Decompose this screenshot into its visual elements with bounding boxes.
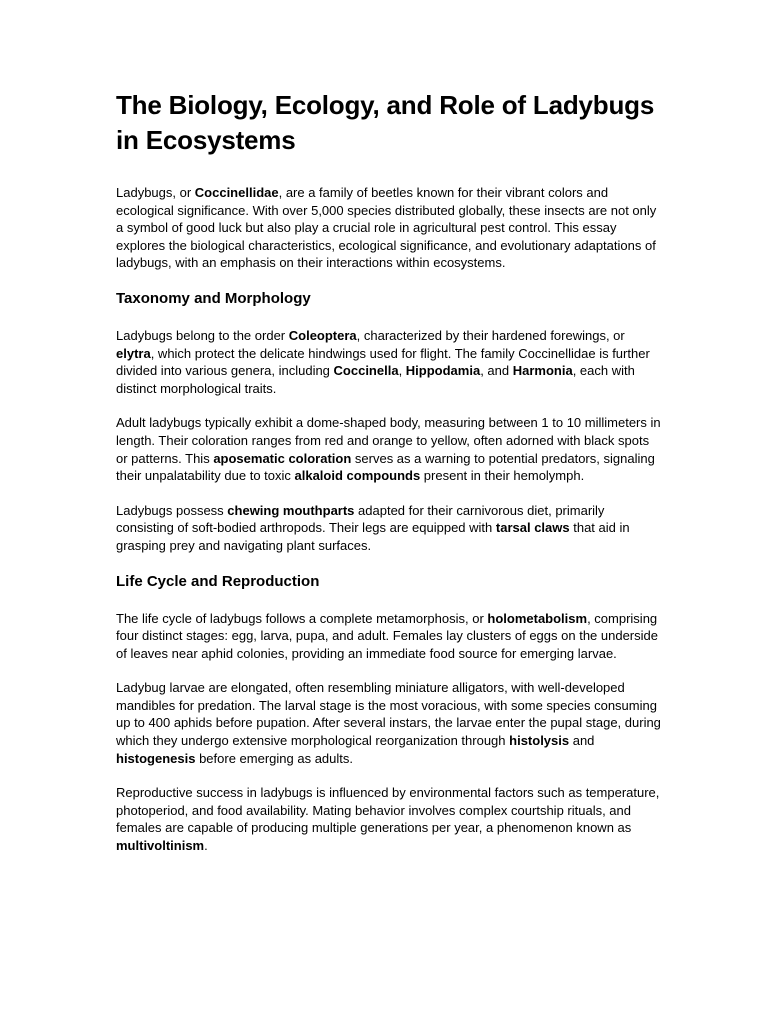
text-run: Ladybug larvae are elongated, often resembling miniature alligators, with well-developed mandibles for predation. The larval stage is the most voracious, with some species consuming up to 400 aphids before pupation. After several instars, the larvae enter the pupal stage, during which they undergo extensive morphological reorganization through [116,680,661,749]
bold-term: Coccinella [333,363,399,379]
text-run: Ladybugs possess [116,502,228,518]
text-run: , comprising four distinct stages: egg, larva, pupa, and adult. Females lay clusters of eggs on the underside of leaves near aphid colonies, providing an immediate food source for emerging larvae. [116,610,658,661]
paragraph [116,327,664,397]
bold-term: Harmonia [512,363,573,379]
section-taxonomy [116,289,664,555]
bold-term: Coleoptera [288,327,357,343]
paragraph [116,502,664,555]
bold-term: elytra [116,345,151,361]
bold-term: Hippodamia [405,363,481,379]
text-run: The life cycle of ladybugs follows a complete metamorphosis, or [116,610,488,626]
bold-term: alkaloid compounds [294,468,421,484]
text-run: Ladybugs belong to the order [116,327,289,343]
text-run: present in their hemolymph. [420,468,585,484]
text-run: Reproductive success in ladybugs is influenced by environmental factors such as temperature, photoperiod, and food availability. Mating behavior involves complex courtship rituals, and females are capable of producing multiple generations per year, a phenomenon known as [116,785,660,836]
bold-term: Coccinellidae [194,185,279,200]
section-heading: Life Cycle and Reproduction [116,572,320,590]
bold-term: aposematic coloration [213,450,352,466]
paragraph [116,414,664,484]
text-run: and [569,733,595,749]
text-run: before emerging as adults. [195,750,354,766]
text-run: serves as a warning to potential predators, signaling their unpalatability due to toxic [116,450,655,484]
text-run: , which protect the delicate hindwings used for flight. The family Coccinellidae is further divided into various genera, including [116,345,650,379]
paragraph [116,610,664,663]
bold-term: chewing mouthparts [227,502,355,518]
text-run: , each with distinct morphological traits. [116,363,635,396]
bold-term: multivoltinism [116,838,205,854]
bold-term: tarsal claws [495,520,570,536]
text-run: , are a family of beetles known for their vibrant colors and ecological significance. With over 5,000 species distributed globally, these insects are not only a symbol of good luck but also play a crucial role in agricultural pest control. This essay explores the biological characteristics, ecological significance, and evolutionary adaptations of ladybugs, with an emphasis on their interactions within ecosystems. [116,185,657,271]
text-run: , characterized by their hardened forewings, or [356,327,625,343]
section-heading: Taxonomy and Morphology [116,289,311,307]
bold-term: histogenesis [116,750,196,766]
text-run: . [204,838,208,854]
paragraph [116,784,664,854]
text-run: Ladybugs, or [116,185,195,200]
intro-paragraph [116,184,664,272]
text-run: Adult ladybugs typically exhibit a dome-shaped body, measuring between 1 to 10 millimeters in length. Their coloration ranges from red and orange to yellow, often adorned with black spots or patterns. This [116,415,661,466]
text-run: , [398,363,406,379]
page-title: The Biology, Ecology, and Role of Ladybugs in Ecosystems [116,90,655,155]
bold-term: holometabolism [487,610,588,626]
text-run: that aid in grasping prey and navigating plant surfaces. [116,520,630,553]
text-run: adapted for their carnivorous diet, primarily consisting of soft-bodied arthropods. Their legs are equipped with [116,502,605,536]
paragraph [116,679,664,767]
section-life-cycle [116,572,664,855]
bold-term: histolysis [509,733,570,749]
text-run: , and [480,363,513,379]
